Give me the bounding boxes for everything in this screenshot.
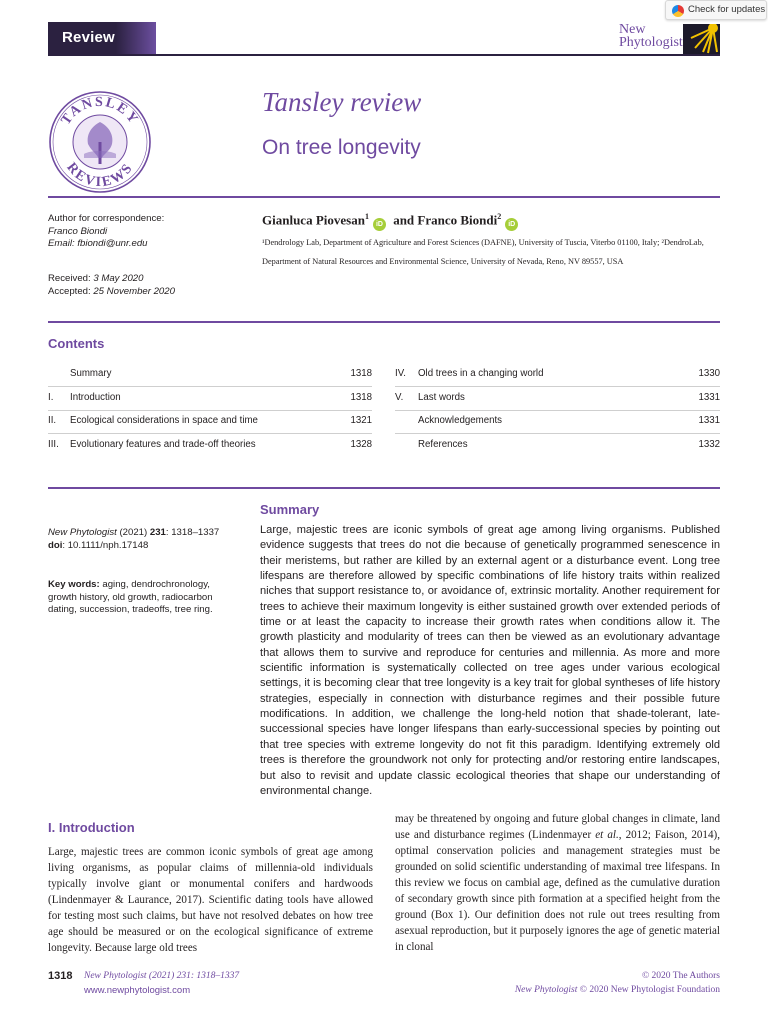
keywords-label: Key words: (48, 579, 100, 590)
author-1[interactable]: Gianluca Piovesan (262, 212, 365, 228)
toc-page-number: 1321 (350, 415, 372, 426)
citation-line (48, 527, 219, 540)
toc-section-number: II. (48, 415, 57, 426)
email-link[interactable]: fbiondi@unr.edu (77, 238, 148, 249)
toc-section-title[interactable]: References (418, 438, 468, 450)
toc-section-number: IV. (395, 368, 406, 379)
email-label: Email: (48, 238, 75, 249)
contents-rule (48, 321, 720, 323)
correspondence-label: Author for correspondence: (48, 213, 165, 224)
toc-page-number: 1331 (698, 415, 720, 426)
affiliation-line-2: Department of Natural Resources and Environmental Science, University of Nevada, Reno, NV 89557, USA (262, 257, 624, 266)
toc-section-title[interactable]: Acknowledgements (418, 415, 503, 426)
footer-copyright-foundation (515, 985, 720, 995)
seal-bottom-text: REVIEWS (63, 160, 137, 191)
footer-copyright-rest: © 2020 New Phytologist Foundation (577, 985, 720, 995)
accepted-date: 25 November 2020 (93, 285, 175, 297)
footer-copyright-authors: © 2020 The Authors (641, 971, 720, 981)
received-label: Received: (48, 273, 91, 284)
doi-label: doi (48, 539, 63, 551)
journal-name (619, 23, 683, 49)
toc-section-number: I. (48, 391, 54, 403)
author-2-sup: 2 (497, 212, 502, 221)
intro-col2-etal: et al. (595, 829, 619, 841)
article-title: On tree longevity (262, 136, 421, 159)
toc-page-number: 1328 (350, 438, 372, 450)
toc-divider (48, 410, 372, 411)
toc-section-number: V. (395, 391, 404, 403)
footer-url[interactable]: www.newphytologist.com (84, 985, 191, 996)
summary-heading: Summary (260, 502, 320, 517)
crossmark-icon (672, 5, 684, 17)
citation-block (48, 527, 219, 552)
journal-logo-icon (683, 24, 720, 54)
correspondence-block (48, 213, 164, 251)
toc-section-title[interactable]: Evolutionary features and trade-off theories (70, 438, 256, 450)
introduction-column-1: Large, majestic trees are common iconic symbols of great age among living organisms, as popular claims of millennia-old individuals typically involve giant or monumental conifers and hardwoods (Lindenmayer & Laurance, 2017). Scientific dating tools have allowed for testing most such claims, but have not resolved debates on how tree age should be measured or on the ecological significance of extreme longevity. Because large old trees (48, 846, 373, 954)
authors-and: and (393, 212, 415, 228)
footer-page-number: 1318 (48, 970, 73, 982)
received-date: 3 May 2020 (93, 273, 144, 284)
series-title: Tansley review (262, 87, 422, 117)
title-rule (48, 196, 720, 198)
toc-divider (395, 386, 720, 387)
toc-section-title[interactable]: Ecological considerations in space and time (70, 415, 258, 426)
citation-journal: New Phytologist (48, 527, 117, 538)
orcid-icon[interactable]: iD (373, 218, 386, 231)
summary-rule (48, 487, 720, 489)
toc-page-number: 1331 (698, 391, 720, 403)
introduction-column-2 (395, 811, 720, 955)
toc-page-number: 1330 (698, 368, 720, 379)
citation-pages: : 1318–1337 (165, 527, 220, 538)
toc-page-number: 1318 (350, 368, 372, 379)
orcid-icon[interactable]: iD (505, 218, 518, 231)
author-1-sup: 1 (364, 212, 369, 221)
toc-divider (48, 386, 372, 387)
correspondence-name: Franco Biondi (48, 225, 108, 237)
toc-divider (395, 433, 720, 434)
keywords-text: aging, dendrochronology, growth history, old growth, radiocarbon dating, succession, tradeoffs, tree ring. (48, 579, 213, 615)
toc-page-number: 1332 (698, 438, 720, 450)
toc-section-title[interactable]: Summary (70, 368, 112, 379)
citation-year: (2021) (119, 527, 148, 538)
summary-body: Large, majestic trees are iconic symbols of great age among living organisms. Published evidence suggests that trees do not die because of genetically programmed senescence in their meristems, but rather are killed by an external agent or a disturbance event. Long tree lifespans are therefore allowed by specific combinations of life history traits within realized niches that support resistance to, or avoidance of, extrinsic mortality. Another requirement for trees to achieve their maximum longevity is either sustained growth over extended periods of time or at least the capacity to increase their growth rates when conditions allow it. The growth plasticity and modularity of trees can then be viewed as an evolutionary advantage that allows them to survive and reproduce for centuries and millennia. As more and more scientific information is systematically collected on tree ages under various ecological settings, it is becoming clear that tree longevity is a key trait for global syntheses of life history strategies, especially in connection with disturbance regimes and their possible future modifications. In addition, we challenge the long-held notion that shade-tolerant, late-successional species have longer lifespans than early-successional species by pointing out that tree species with extreme longevity do not fit this paradigm. Identifying extremely old trees is therefore the groundwork not only for protecting and/or restoring entire landscapes, but also to revisit and update classic ecological theories that shape our understanding of environmental change. (260, 524, 720, 797)
review-label: Review (62, 29, 115, 46)
intro-col2-part-a: may be threatened by ongoing and future global changes in climate, land use and disturbance regimes (Lindenmayer (395, 813, 720, 841)
header-rule (48, 54, 720, 56)
footer-copyright-journal: New Phytologist (514, 985, 578, 995)
received-line (48, 273, 175, 286)
toc-section-title[interactable]: Last words (418, 391, 465, 403)
check-for-updates-button[interactable] (665, 0, 767, 20)
citation-volume: 231 (149, 527, 166, 538)
toc-section-title[interactable]: Old trees in a changing world (418, 368, 544, 379)
journal-name-line2: Phytologist (619, 35, 683, 50)
correspondence-email-line (48, 238, 164, 251)
journal-name-line1: New (619, 22, 646, 37)
dates-block (48, 273, 175, 298)
keywords-block (48, 579, 226, 617)
author-2[interactable]: Franco Biondi (417, 212, 498, 228)
toc-divider (395, 410, 720, 411)
affiliation-line-1: ¹Dendrology Lab, Department of Agriculture and Forest Sciences (DAFNE), University of Tuscia, Viterbo 01100, Italy; ²DendroLab, (262, 238, 704, 247)
accepted-line (48, 286, 175, 299)
footer-citation: New Phytologist (2021) 231: 1318–1337 (84, 971, 240, 981)
intro-col2-part-b: , 2012; Faison, 2014), optimal conservation policies and management strategies must be grounded on solid scientific understanding of maximal tree lifespans. In this review we focus on cambial age, defined as the cumulative duration of secondary growth since pith formation at a specified height from the ground (Box 1). Our definition does not rule out trees resulting from asexual reproduction, but it purposely ignores the age of genetic material in clonal (395, 829, 720, 953)
check-for-updates-label: Check for updates (688, 4, 766, 15)
tansley-reviews-seal (48, 90, 152, 194)
accepted-label: Accepted: (48, 285, 91, 297)
doi-value[interactable]: : 10.1111/nph.17148 (62, 539, 149, 551)
toc-section-title[interactable]: Introduction (70, 391, 121, 403)
contents-heading: Contents (48, 336, 105, 351)
toc-section-number: III. (48, 438, 59, 450)
toc-divider (48, 433, 372, 434)
doi-line (48, 540, 219, 553)
toc-page-number: 1318 (350, 391, 372, 403)
authors-line (262, 212, 522, 231)
seal-top-text: TANSLEY (58, 94, 142, 128)
introduction-heading: I. Introduction (48, 820, 135, 835)
